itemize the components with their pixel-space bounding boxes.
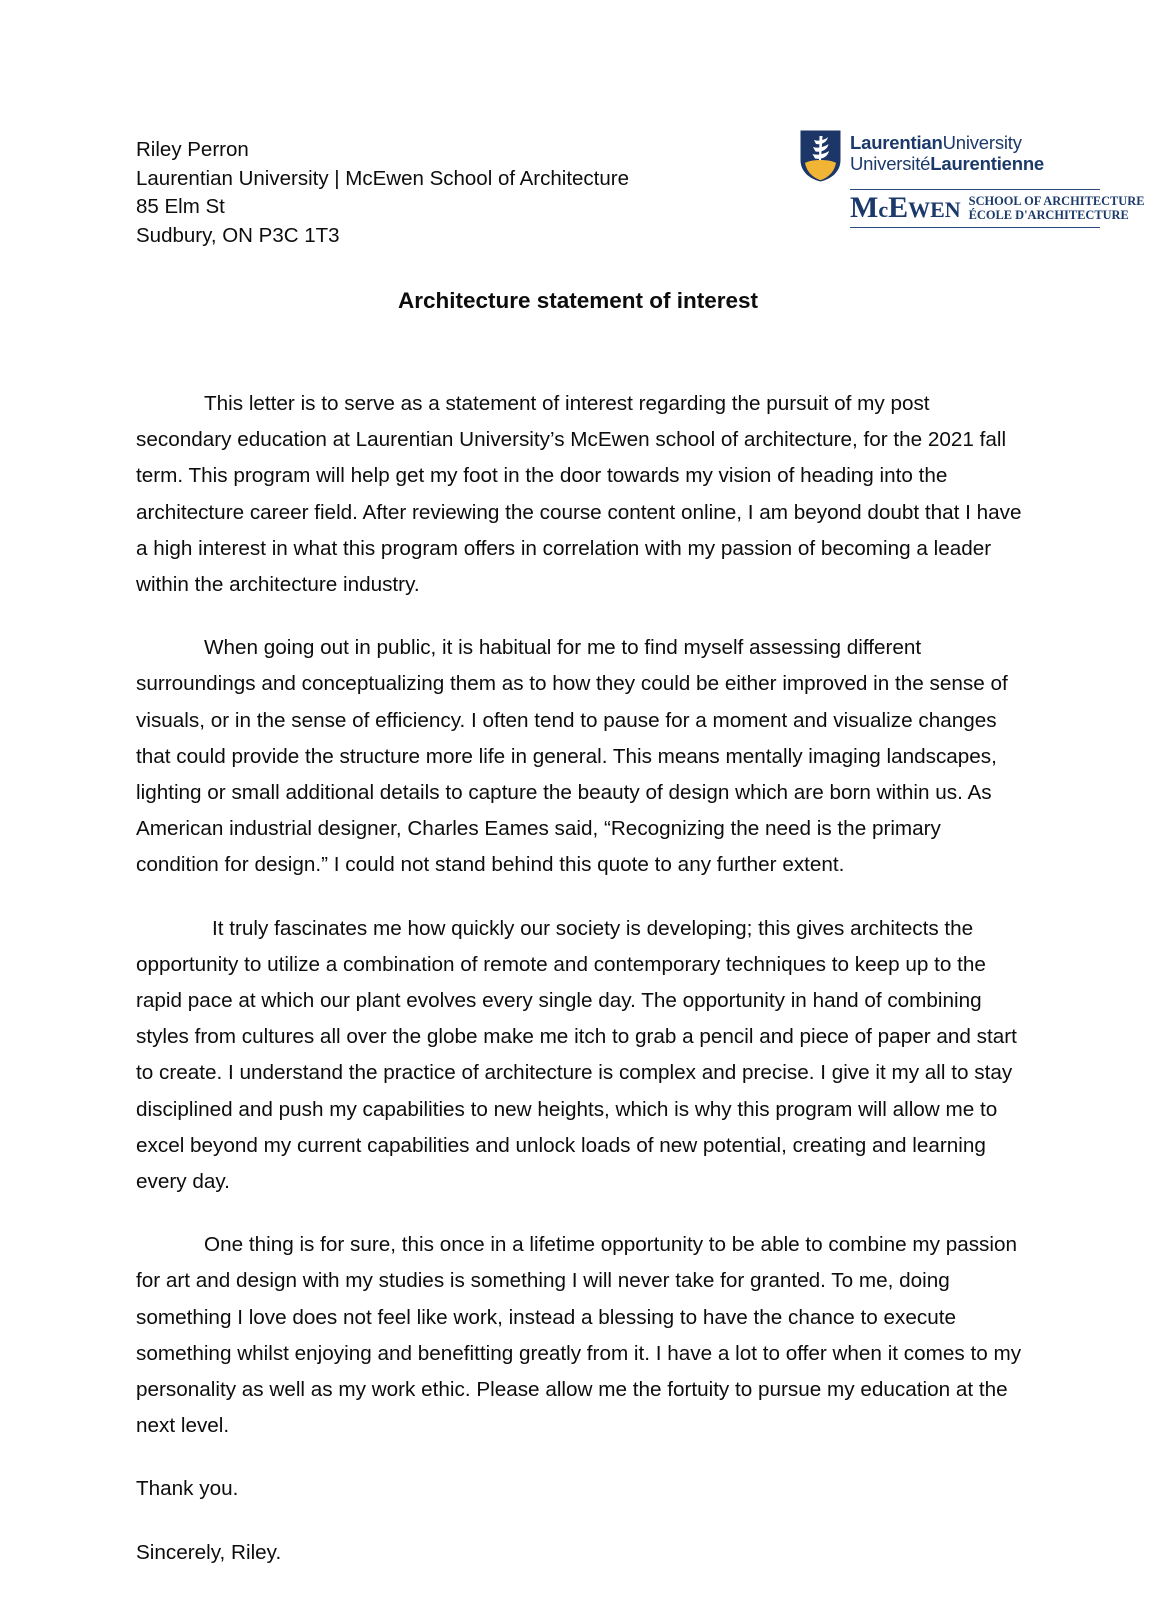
sender-address-block (136, 136, 629, 250)
mcewen-letter-c: c (878, 197, 889, 222)
mcewen-letter-m: M (850, 191, 879, 224)
university-logo-row (800, 130, 1100, 182)
mcewen-wordmark (850, 193, 961, 223)
page-title: Architecture statement of interest (397, 288, 759, 313)
school-subtitle (969, 194, 1145, 222)
sender-city-postal: Sudbury, ON P3C 1T3 (136, 223, 340, 247)
university-name-fr-bold: Laurentienne (930, 152, 1045, 174)
signature-line: Sincerely, Riley. (136, 1540, 282, 1564)
laurentian-shield-icon (800, 130, 841, 182)
letter-header (136, 132, 1145, 250)
letter-paragraph: When going out in public, it is habitual for me to find myself assessing different surroundings and conceptualizing them as to how they could be either improved in the sense of visuals, or in the sense of efficiency. I often tend to pause for a moment and visualize changes that could provide the structure more life in general. This means mentally imaging landscapes, lighting or small additional details to capture the beauty of design which are born within us. As American industrial designer, Charles Eames said, “Recognizing the need is the primary condition for design.” I could not stand behind this quote to any further extent. (136, 636, 1008, 877)
letter-paragraph: One thing is for sure, this once in a lifetime opportunity to be able to combine my passion for art and design with my studies is something I will never take for granted. To me, doing something I love does not feel like work, instead a blessing to have the chance to execute something whilst enjoying and benefitting greatly from it. I have a lot to offer when it comes to my personality as well as my work ethic. Please allow me the fortuity to pursue my education at the next level. (136, 1233, 1022, 1438)
laurentian-mcewen-logo (800, 130, 1145, 228)
letter-body (136, 386, 1025, 1598)
school-subtitle-en: SCHOOL OF ARCHITECTURE (968, 193, 1145, 208)
university-name-en-light: University (942, 132, 1022, 153)
university-wordmark (850, 130, 1044, 174)
mcewen-school-lockup (850, 189, 1145, 228)
thank-you-line: Thank you. (136, 1477, 239, 1501)
university-name-fr-light: Université (850, 152, 931, 174)
school-subtitle-fr: ÉCOLE D'ARCHITECTURE (968, 208, 1129, 222)
sender-name: Riley Perron (136, 138, 249, 161)
sender-institution: Laurentian University | McEwen School of Architecture (136, 166, 630, 190)
sender-street: 85 Elm St (136, 195, 225, 218)
university-name-en-bold: Laurentian (850, 132, 943, 153)
letter-paragraph: It truly fascinates me how quickly our society is developing; this gives architects the opportunity to utilize a combination of remote and contemporary techniques to keep up to the rapid pace at which our plant evolves every single day. The opportunity in hand of combining styles from cultures all over the globe make me itch to grab a pencil and piece of paper and start to create. I understand the practice of architecture is complex and precise. I give it my all to stay disciplined and push my capabilities to new heights, which is why this program will allow me to excel beyond my current capabilities and unlock loads of new potential, creating and learning every day. (136, 916, 1017, 1194)
letter-paragraph: This letter is to serve as a statement of interest regarding the pursuit of my post secondary education at Laurentian University’s McEwen school of architecture, for the 2021 fall term. This program will help get my foot in the door towards my vision of heading into the architecture career field. After reviewing the course content online, I am beyond doubt that I have a high interest in what this program offers in correlation with my passion of becoming a leader within the architecture industry. (136, 392, 1022, 597)
mcewen-letters-wen: WEN (908, 197, 961, 222)
mcewen-letter-e: E (888, 191, 909, 224)
